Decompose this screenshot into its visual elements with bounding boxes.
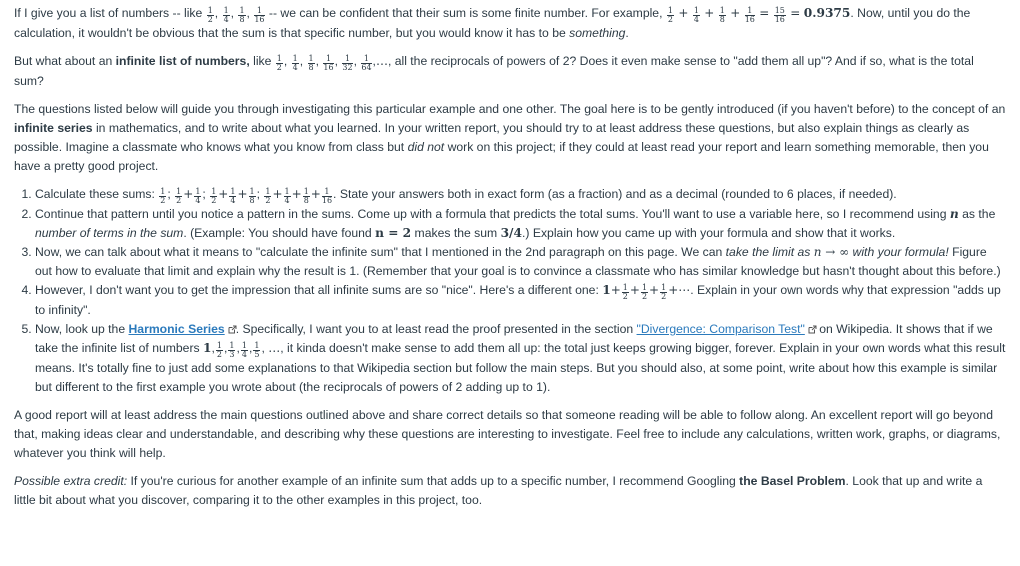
text: But what about an	[14, 54, 113, 68]
fraction: $\frac{1}{2}$	[265, 187, 271, 205]
text: work on this project; if they could at least read your report and learn something memorable, then you have a pretty good project.	[14, 140, 989, 173]
text: in mathematics, and to write about what you learned. In your written report, you should try to at least address these questions, but also explain things as clearly as possible. Imagine a classmate who knows what you know from class but	[14, 121, 970, 154]
external-link-icon[interactable]	[808, 325, 816, 333]
emphasis-bold: infinite series	[14, 121, 93, 135]
question-3: 3. Now, we can talk about what it means to "calculate the infinite sum" that I mentioned in the 2nd paragraph on this page. We can take the limit as n → ∞ with your formula! Figure out how to evaluate that limit and explain why the result is 1. (Remember that your goal is to convince a classmate who has similar knowledge but hasn't thought about this before.)	[35, 243, 1006, 281]
fraction: $\frac{15}{16}$	[774, 6, 785, 24]
fraction: $\frac{1}{16}$	[323, 54, 334, 72]
question-2: 2. Continue that pattern until you notice a pattern in the sums. Come up with a formula that predicts the total sums. You'll want to use a variable here, so I recommend using n as the number of terms in the sum. (Example: You should have found n = 2 makes the sum 3/4.) Explain how you came up with your formula and show that it works.	[35, 205, 1006, 243]
emphasis: something	[569, 26, 626, 40]
fraction: $\frac{1}{16}$	[254, 6, 265, 24]
question-4: 4. However, I don't want you to get the impression that all infinite sums are so "nice". Here's a different one: 1+ $\frac{1}{2}$ + $\frac{1}{2}$ + $\frac{1}{2}$ +⋯. Explain in your own words why that expression "adds up to infinity".	[35, 281, 1006, 320]
fraction: $\frac{1}{4}$	[693, 6, 699, 24]
text: . Now, until you do the calculation, it wouldn't be obvious that the sum is that specific number, but you would know it has to be	[14, 6, 971, 40]
guide-paragraph	[14, 100, 1006, 176]
fraction: $\frac{1}{5}$	[254, 341, 260, 359]
text: If I give you a list of numbers -- like	[14, 6, 203, 20]
text: The questions listed below will guide you through investigating this particular example and one other. The goal here is to be gently introduced (if you haven't before) to the concept of an	[14, 102, 1006, 116]
fraction: $\frac{1}{64}$	[361, 54, 372, 72]
fraction: $\frac{1}{4}$	[292, 54, 298, 72]
fraction: $\frac{1}{32}$	[342, 54, 353, 72]
emphasis-bold: infinite list of numbers,	[115, 54, 250, 68]
fraction: $\frac{1}{4}$	[241, 341, 247, 359]
fraction: $\frac{1}{2}$	[207, 6, 213, 24]
fraction: $\frac{1}{4}$	[195, 187, 201, 205]
emphasis: did not	[407, 140, 445, 154]
question-1: 1. Calculate these sums: $\frac{1}{2}$ ; $\frac{1}{2}$ + $\frac{1}{4}$ ; $\frac{1}{2}$ + $\frac{1}{4}$ + $\frac{1}{8}$ ; $\frac{1}{2}$ + $\frac{1}{4}$ + $\frac{1}{8}$ + $\frac{1}{16}$ . State your answers both in exact form (as a fraction) and as a decimal (rounded to 6 places, if needed).	[35, 185, 1006, 205]
report-expectations-paragraph: A good report will at least address the main questions outlined above and share correct details so that someone reading will be able to follow along. An excellent report will go beyond that, making ideas clear and understandable, and describing why these questions are interesting to investigate. Feel free to include any calculations, written work, graphs, or diagrams, whatever you think will help.	[14, 408, 1001, 460]
fraction: $\frac{1}{2}$	[622, 283, 628, 301]
fraction: $\frac{1}{3}$	[229, 341, 235, 359]
fraction: $\frac{1}{2}$	[276, 54, 282, 72]
fraction: $\frac{1}{2}$	[211, 187, 217, 205]
fraction: $\frac{1}{2}$	[216, 341, 222, 359]
basel-problem: the Basel Problem	[739, 474, 846, 488]
fraction: $\frac{1}{4}$	[230, 187, 236, 205]
fraction: $\frac{1}{2}$	[661, 283, 667, 301]
text: -- we can be confident that their sum is some finite number. For example,	[268, 6, 663, 20]
external-link-icon[interactable]	[228, 325, 236, 333]
text: , all the reciprocals of powers of 2? Does it even make sense to "add them all up"? And if so, what is the total sum?	[14, 54, 974, 88]
fraction: $\frac{1}{2}$	[667, 6, 673, 24]
question-5: 5. Now, look up the Harmonic Series . Specifically, I want you to at least read the proof presented in the section "Divergence: Comparison Test" on Wikipedia. It shows that if we take the infinite list of numbers 1, $\frac{1}{2}$ , $\frac{1}{3}$ , $\frac{1}{4}$ , $\frac{1}{5}$ , …, it kinda doesn't make sense to add them all up: the total just keeps growing bigger, forever. Explain in your own words what this result means. It's totally fine to just add some explanations to that Wikipedia section but follow the main steps. But you should also, at some point, write about how this example is similar but different to the first example you wrote about (the reciprocals of powers of 2 adding up to 1).	[35, 320, 1006, 397]
divergence-comparison-test-link[interactable]: "Divergence: Comparison Test"	[636, 322, 805, 336]
fraction: $\frac{1}{8}$	[308, 54, 314, 72]
intro-paragraph: If I give you a list of numbers -- like $\frac{1}{2}$ , $\frac{1}{4}$ , $\frac{1}{8}$ , $\frac{1}{16}$ -- we can be confident that their sum is some finite number. For example, $\frac{1}{2}$ + $\frac{1}{4}$ + $\frac{1}{8}$ + $\frac{1}{16}$ = $\frac{15}{16}$ = 0.9375. Now, until you do the calculation, it wouldn't be obvious that the sum is that specific number, but you would know it has to be something.	[14, 6, 971, 40]
text: like	[253, 54, 272, 68]
extra-credit-paragraph: Possible extra credit: If you're curious for another example of an infinite sum that adds up to a specific number, I recommend Googling the Basel Problem. Look that up and write a little bit about what you discover, comparing it to the other examples in this project, too.	[14, 474, 983, 507]
fraction: $\frac{1}{2}$	[160, 187, 166, 205]
fraction: $\frac{1}{16}$	[744, 6, 755, 24]
fraction: $\frac{1}{4}$	[284, 187, 290, 205]
fraction: $\frac{1}{8}$	[249, 187, 255, 205]
fraction: $\frac{1}{2}$	[176, 187, 182, 205]
fraction: $\frac{1}{8}$	[303, 187, 309, 205]
fraction: $\frac{1}{16}$	[321, 187, 333, 205]
infinite-list-paragraph: But what about an infinite list of numbers, like $\frac{1}{2}$ , $\frac{1}{4}$ , $\frac{1}{8}$ , $\frac{1}{16}$ , $\frac{1}{32}$ , $\frac{1}{64}$ ,…, all the reciprocals of powers of 2? Does it even make sense to "add them all up"? And if so, what is the total sum?	[14, 54, 974, 88]
sum-result: 0.9375	[803, 6, 851, 20]
harmonic-series-link[interactable]: Harmonic Series	[128, 322, 225, 336]
fraction: $\frac{1}{2}$	[641, 283, 648, 301]
fraction: $\frac{1}{4}$	[223, 6, 229, 24]
fraction: $\frac{1}{8}$	[239, 6, 245, 24]
emphasis: Possible extra credit:	[14, 474, 128, 488]
fraction: $\frac{1}{8}$	[719, 6, 725, 24]
questions-list	[14, 185, 1006, 397]
